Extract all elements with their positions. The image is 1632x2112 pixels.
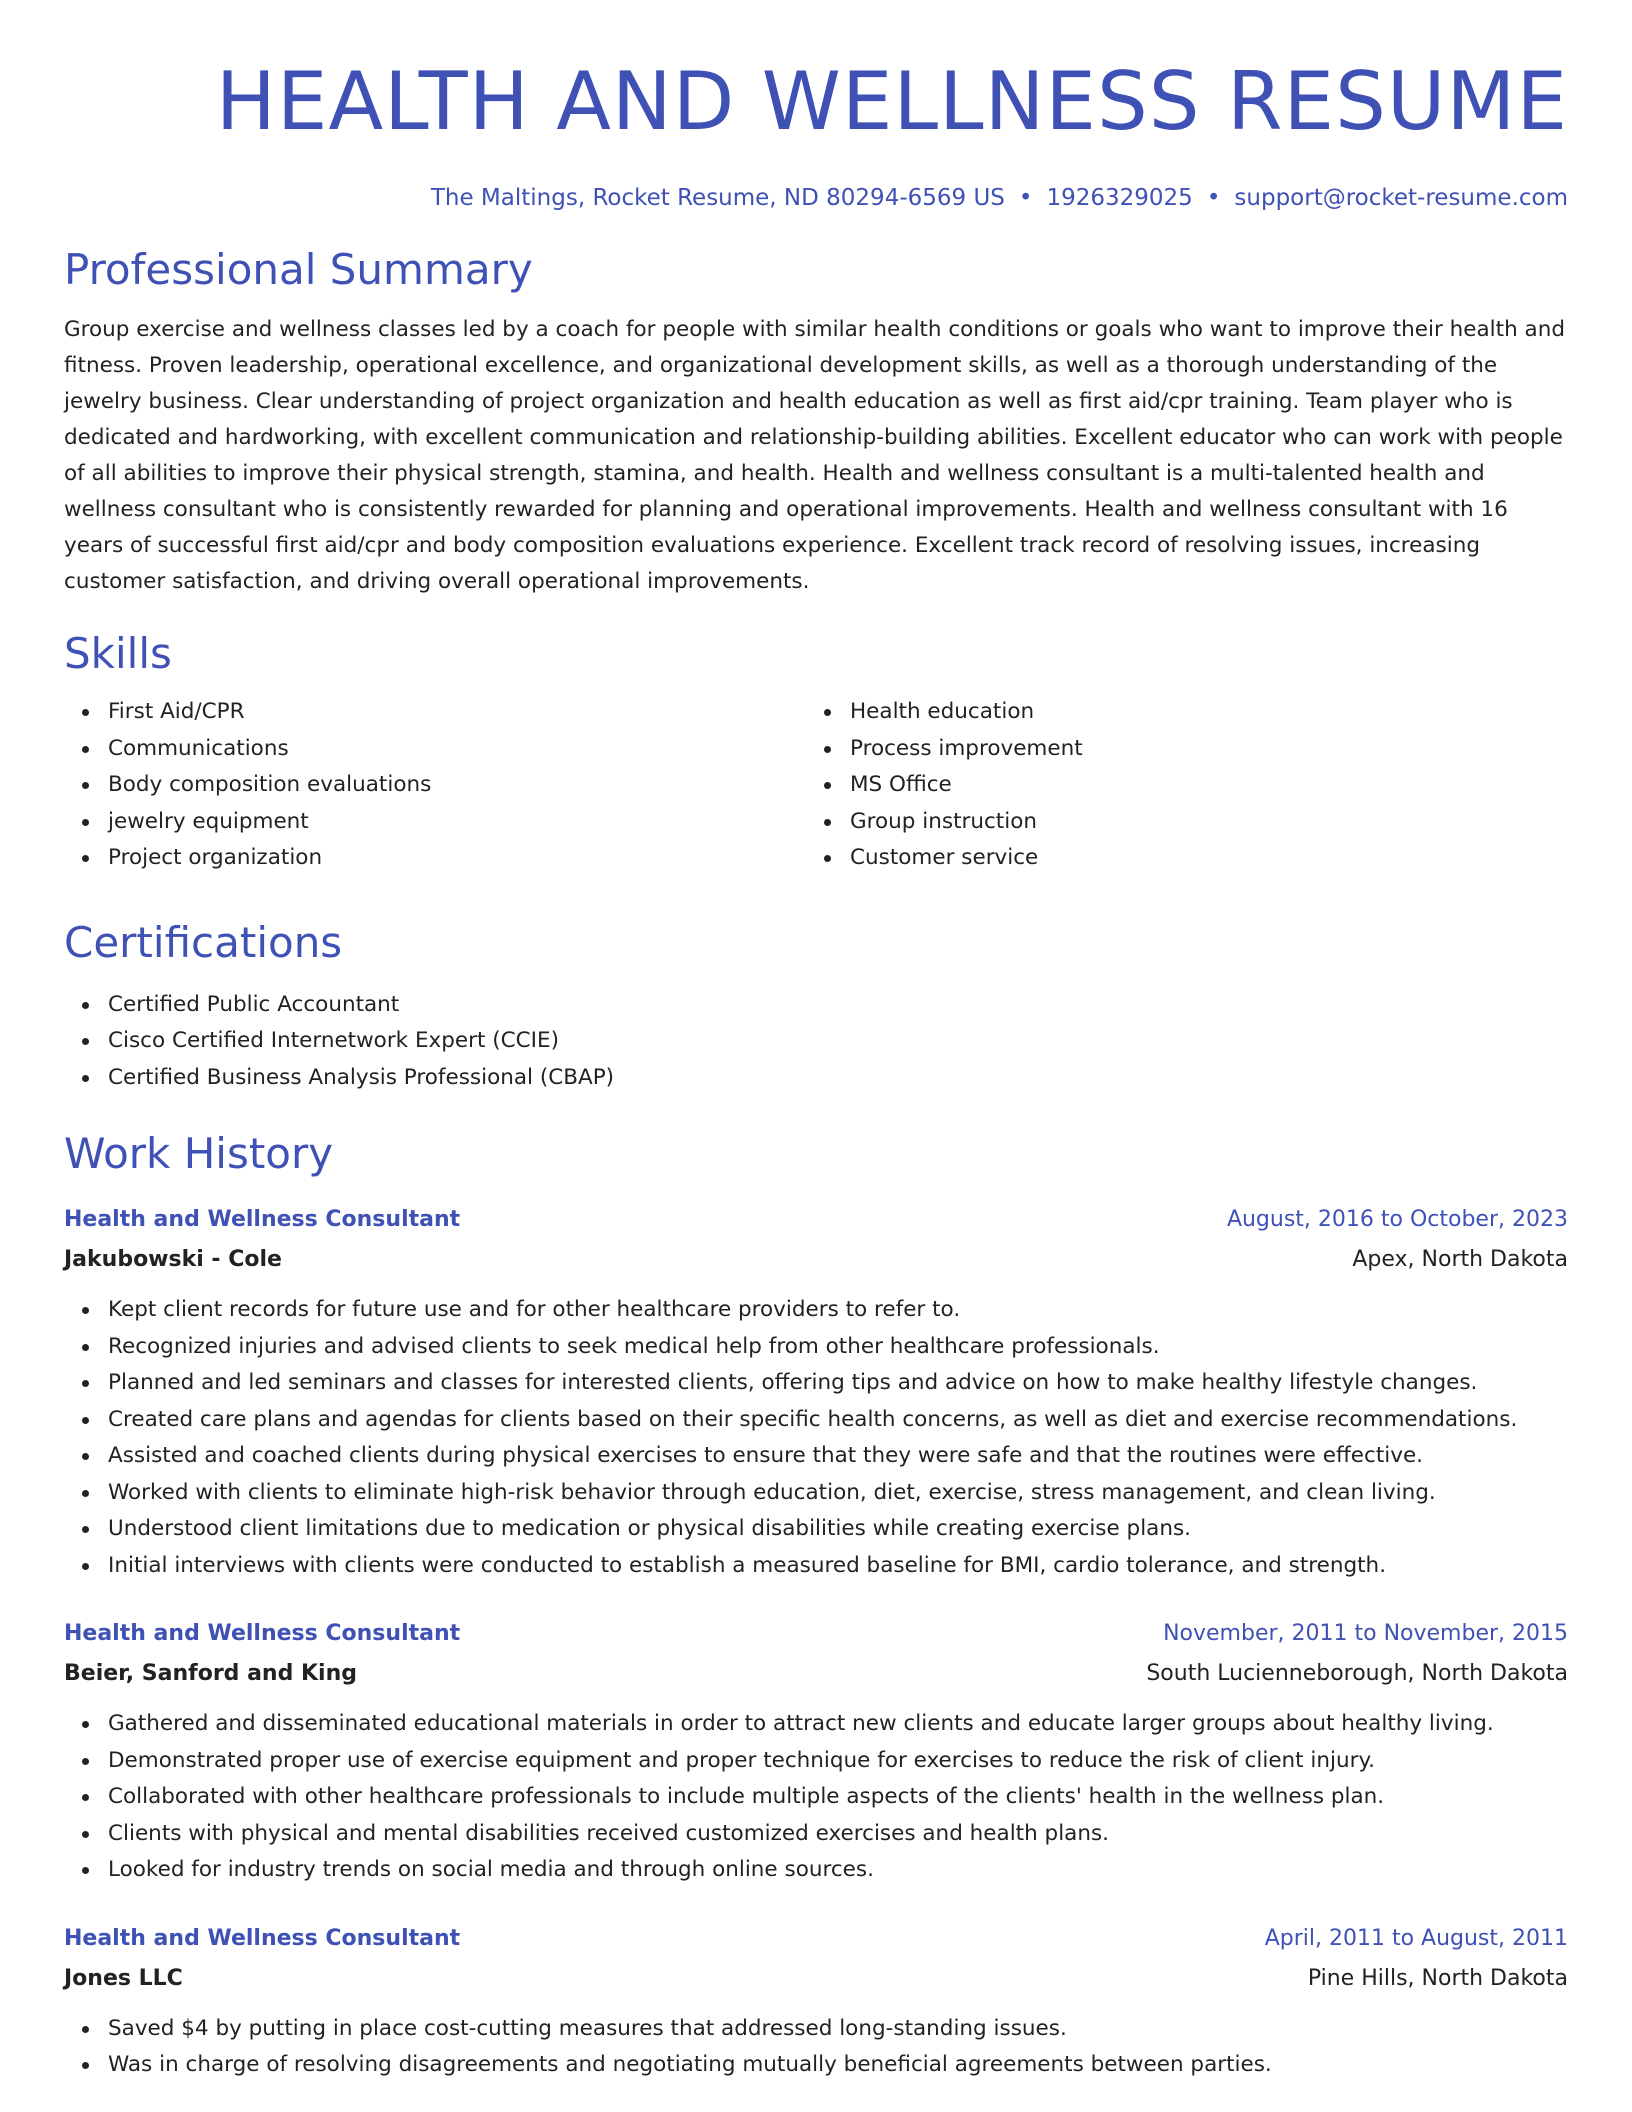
job-bullet: Demonstrated proper use of exercise equipment and proper technique for exercises to reduce the risk of client injury. <box>108 1743 1568 1780</box>
skill-item: Project organization <box>108 840 806 877</box>
job-bullets <box>64 1706 1568 1889</box>
skills-list <box>806 694 1548 877</box>
job-bullet: Looked for industry trends on social media and through online sources. <box>108 1852 1568 1889</box>
job-location: Apex, North Dakota <box>1352 1247 1568 1272</box>
skills-section <box>64 626 1568 877</box>
job-bullets <box>64 1292 1568 1584</box>
contact-address: The Maltings, Rocket Resume, ND 80294-6569 US <box>430 185 1005 211</box>
skills-list <box>64 694 806 877</box>
certification-item: Certified Business Analysis Professional (CBAP) <box>108 1060 1568 1097</box>
job-bullet: Created care plans and agendas for clients based on their specific health concerns, as well as diet and exercise recommendations. <box>108 1402 1568 1439</box>
skill-item: MS Office <box>850 767 1548 804</box>
certification-item: Certified Public Accountant <box>108 987 1568 1024</box>
job-bullet: Clients with physical and mental disabilities received customized exercises and health plans. <box>108 1816 1568 1853</box>
work-history-heading: Work History <box>64 1129 334 1178</box>
job-title-row <box>64 1200 1568 1240</box>
summary-heading: Professional Summary <box>64 245 533 294</box>
job-company: Jakubowski - Cole <box>64 1247 282 1272</box>
job-company-row <box>64 1240 1568 1280</box>
work-history-section <box>64 1126 1568 2084</box>
skill-item: Customer service <box>850 840 1548 877</box>
job-company-row <box>64 1959 1568 1999</box>
job-bullet: Gathered and disseminated educational materials in order to attract new clients and educate larger groups about healthy living. <box>108 1706 1568 1743</box>
contact-separator: • <box>1018 185 1033 211</box>
contact-email[interactable]: support@rocket-resume.com <box>1234 185 1568 211</box>
job-bullet: Kept client records for future use and for other healthcare providers to refer to. <box>108 1292 1568 1329</box>
certifications-list <box>64 987 1568 1097</box>
job-location: Pine Hills, North Dakota <box>1307 1965 1568 1991</box>
job-entry <box>64 1614 1568 1889</box>
skills-column-right <box>806 694 1548 877</box>
job-bullet: Understood client limitations due to medication or physical disabilities while creating exercise plans. <box>108 1511 1568 1548</box>
resume-page <box>64 0 1568 2084</box>
job-bullet: Was in charge of resolving disagreements and negotiating mutually beneficial agreements between parties. <box>108 2047 1568 2084</box>
resume-header <box>64 0 1568 216</box>
summary-text: Group exercise and wellness classes led by a coach for people with similar health conditions or goals who want to improve their health and fitness. Proven leadership, operational excellence, and organizational development skills, as well as a thorough understanding of the jewelry business. Clear understanding of project organization and health education as well as first aid/cpr training. Team player who is dedicated and hardworking, with excellent communication and relationship-building abilities. Excellent educator who can work with people of all abilities to improve their physical strength, stamina, and health. Health and wellness consultant is a multi-talented health and wellness consultant who is consistently rewarded for planning and operational improvements. Health and wellness consultant with 16 years of successful first aid/cpr and body composition evaluations experience. Excellent track record of resolving issues, increasing customer satisfaction, and driving overall operational improvements. <box>64 317 1565 594</box>
summary-section <box>64 242 1568 600</box>
skill-item: Body composition evaluations <box>108 767 806 804</box>
skill-item: jewelry equipment <box>108 804 806 841</box>
skills-grid <box>64 694 1568 877</box>
certifications-section <box>64 915 1568 1097</box>
contact-phone: 1926329025 <box>1046 185 1193 211</box>
skill-item: Process improvement <box>850 731 1548 768</box>
job-entry <box>64 1919 1568 2084</box>
skills-heading: Skills <box>64 629 172 678</box>
skill-item: Health education <box>850 694 1548 731</box>
job-bullet: Initial interviews with clients were conducted to establish a measured baseline for BMI, cardio tolerance, and strength. <box>108 1548 1568 1585</box>
job-bullet: Assisted and coached clients during physical exercises to ensure that they were safe and that the routines were effective. <box>108 1438 1568 1475</box>
job-location: South Lucienneborough, North Dakota <box>1146 1661 1568 1686</box>
resume-title: HEALTH AND WELLNESS RESUME <box>215 55 1568 148</box>
skill-item: First Aid/CPR <box>108 694 806 731</box>
skills-column-left <box>64 694 806 877</box>
job-bullet: Planned and led seminars and classes for interested clients, offering tips and advice on how to make healthy lifestyle changes. <box>108 1365 1568 1402</box>
contact-line <box>64 180 1568 216</box>
job-bullets <box>64 2011 1568 2084</box>
skill-item: Communications <box>108 731 806 768</box>
job-entry <box>64 1200 1568 1584</box>
job-dates: April, 2011 to August, 2011 <box>1264 1925 1568 1951</box>
job-title-row <box>64 1919 1568 1959</box>
job-dates: August, 2016 to October, 2023 <box>1226 1207 1568 1232</box>
job-bullet: Worked with clients to eliminate high-risk behavior through education, diet, exercise, stress management, and clean living. <box>108 1475 1568 1512</box>
skill-item: Group instruction <box>850 804 1548 841</box>
certifications-heading: Certifications <box>64 917 343 967</box>
job-title: Health and Wellness Consultant <box>64 1925 461 1951</box>
job-company: Jones LLC <box>64 1965 183 1991</box>
job-title: Health and Wellness Consultant <box>64 1207 461 1232</box>
job-title-row <box>64 1614 1568 1654</box>
job-dates: November, 2011 to November, 2015 <box>1163 1621 1568 1646</box>
contact-separator: • <box>1206 185 1221 211</box>
job-company: Beier, Sanford and King <box>64 1661 357 1686</box>
job-bullet: Saved $4 by putting in place cost-cutting measures that addressed long-standing issues. <box>108 2011 1568 2048</box>
job-company-row <box>64 1654 1568 1694</box>
job-bullet: Collaborated with other healthcare professionals to include multiple aspects of the clients' health in the wellness plan. <box>108 1779 1568 1816</box>
job-bullet: Recognized injuries and advised clients to seek medical help from other healthcare professionals. <box>108 1329 1568 1366</box>
job-title: Health and Wellness Consultant <box>64 1621 461 1646</box>
certification-item: Cisco Certified Internetwork Expert (CCIE) <box>108 1023 1568 1060</box>
